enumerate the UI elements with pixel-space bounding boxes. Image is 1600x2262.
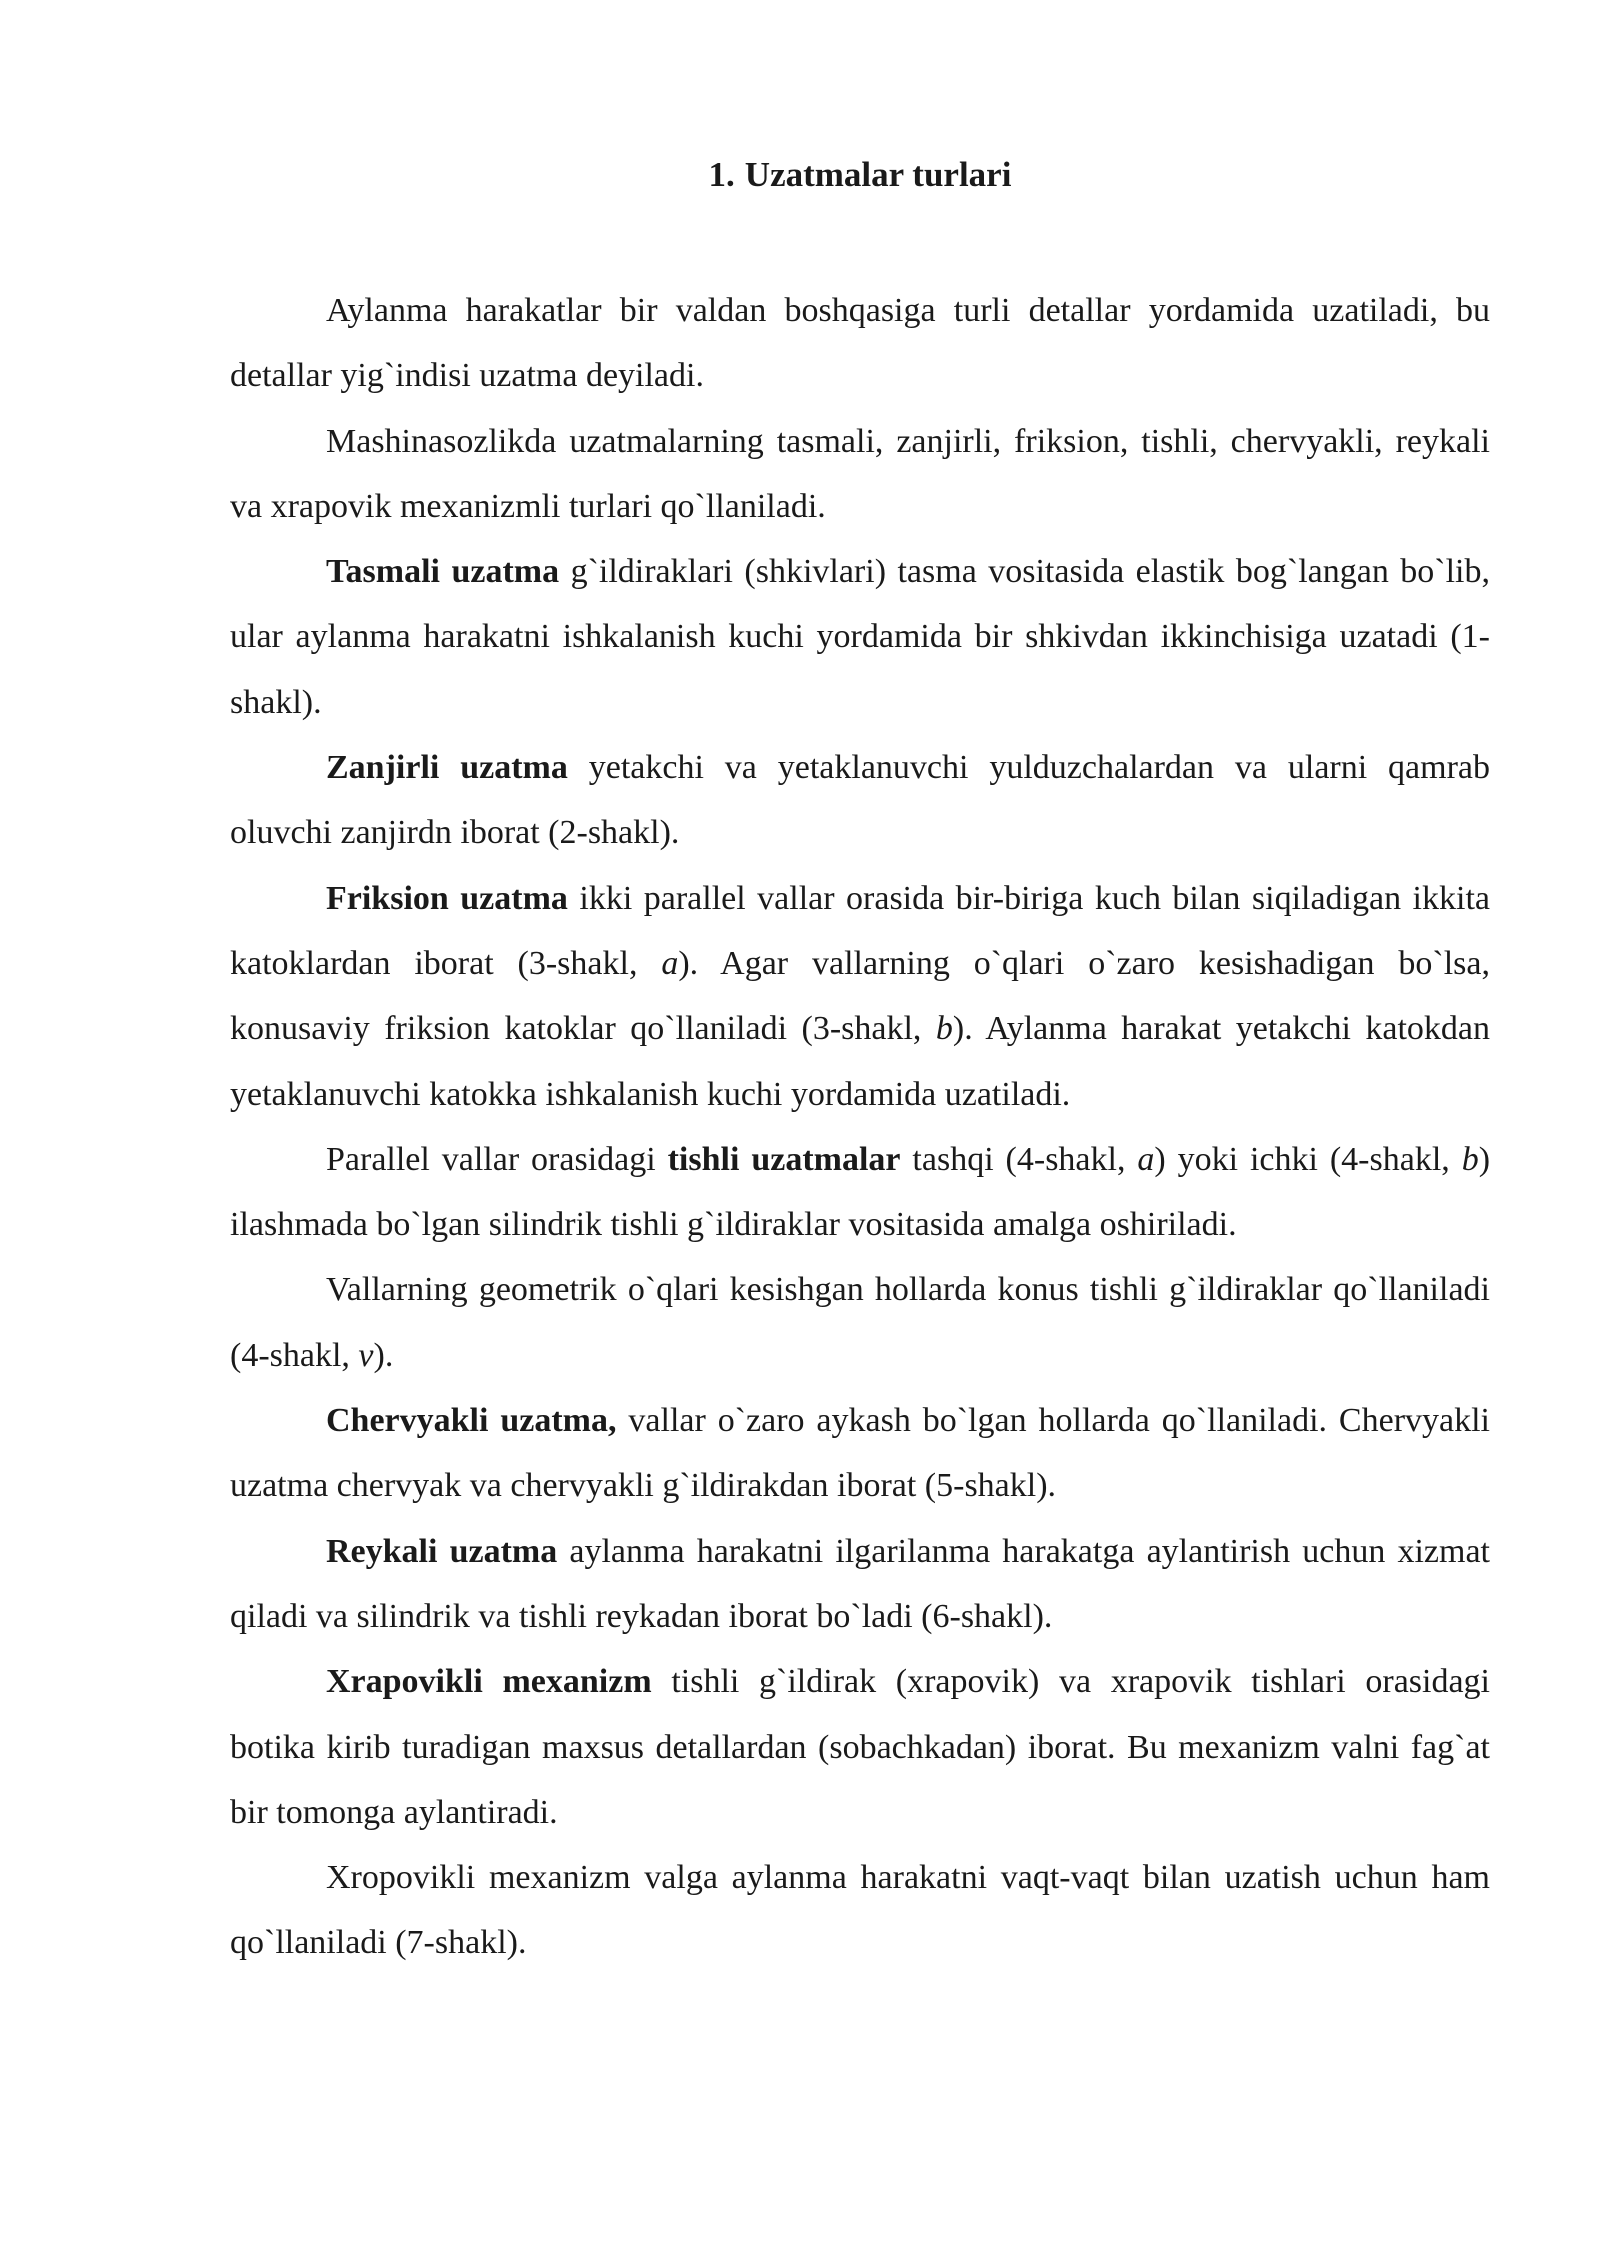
text-run: g`ildiraklari (shkivlari) tasma vositasida elastik bog`langan bo`lib, ular aylanma harakatni ishkalanish kuchi yordamida bir shkivdan ikkinchisiga uzatadi (1-shakl). [230, 553, 1490, 721]
text-run: ). [373, 1336, 394, 1374]
figure-label-italic: a [1137, 1140, 1155, 1178]
paragraph [230, 866, 1490, 1127]
text-run: aylanma harakatni ilgarilanma harakatga aylantirish uchun xizmat qiladi va silindrik va tishli reykadan iborat bo`ladi (6-shakl). [230, 1532, 1491, 1635]
text-run: ). Agar vallarning o`qlari o`zaro kesishadigan bo`lsa, konusaviy friksion katoklar qo`llaniladi (3-shakl, [230, 944, 1490, 1048]
figure-label-italic: v [358, 1336, 374, 1374]
text-run: Aylanma harakatlar bir valdan boshqasiga turli detallar yordamida uzatiladi, bu detallar yig`indisi uzatma deyiladi. [230, 292, 1490, 395]
term-bold: Chervyakli uzatma, [326, 1402, 617, 1440]
section-number: 1. [708, 155, 735, 194]
section-title: Uzatmalar turlari [744, 155, 1012, 194]
paragraph [230, 1257, 1490, 1388]
paragraph [230, 409, 1490, 540]
term-bold: Zanjirli uzatma [326, 749, 568, 787]
paragraph [230, 1519, 1490, 1650]
paragraph [230, 539, 1490, 735]
paragraph [230, 735, 1490, 866]
paragraph [230, 1127, 1490, 1258]
text-run: ) ilashmada bo`lgan silindrik tishli g`ildiraklar vositasida amalga oshiriladi. [230, 1140, 1491, 1244]
term-bold: Xrapovikli mexanizm [326, 1663, 652, 1701]
document-body [230, 278, 1490, 1976]
term-bold: tishli uzatmalar [667, 1140, 901, 1178]
figure-label-italic: b [935, 1010, 953, 1048]
figure-label-italic: b [1461, 1140, 1479, 1178]
paragraph [230, 1388, 1490, 1519]
text-run: Xropovikli mexanizm valga aylanma harakatni vaqt-vaqt bilan uzatish uchun ham qo`llaniladi (7-shakl). [230, 1859, 1490, 1962]
paragraph [230, 278, 1490, 409]
text-run: ) yoki ichki (4-shakl, [1154, 1140, 1462, 1178]
term-bold: Friksion uzatma [326, 879, 568, 917]
figure-label-italic: a [661, 944, 679, 982]
term-bold: Reykali uzatma [326, 1532, 558, 1570]
text-run: tishli g`ildirak (xrapovik) va xrapovik tishlari orasidagi botika kirib turadigan maxsus detallardan (sobachkadan) iborat. Bu mexanizm valni fag`at bir tomonga aylantiradi. [230, 1663, 1491, 1831]
text-run: ). Aylanma harakat yetakchi katokdan yetaklanuvchi katokka ishkalanish kuchi yordamida uzatiladi. [230, 1010, 1490, 1113]
text-run: vallar o`zaro aykash bo`lgan hollarda qo`llaniladi. Chervyakli uzatma chervyak va chervyakli g`ildirakdan iborat (5-shakl). [230, 1402, 1491, 1505]
paragraph [230, 1649, 1490, 1845]
text-run: yetakchi va yetaklanuvchi yulduzchalardan va ularni qamrab oluvchi zanjirdn iborat (2-shakl). [230, 749, 1491, 852]
section-heading [230, 150, 1490, 200]
term-bold: Tasmali uzatma [326, 553, 560, 591]
text-run: tashqi (4-shakl, [900, 1140, 1138, 1178]
paragraph [230, 1845, 1490, 1976]
text-run: ikki parallel vallar orasida bir-biriga kuch bilan siqiladigan ikkita katoklardan iborat (3-shakl, [230, 879, 1490, 982]
text-run: Vallarning geometrik o`qlari kesishgan hollarda konus tishli g`ildiraklar qo`llaniladi (4-shakl, [230, 1271, 1490, 1374]
text-run: Parallel vallar orasidagi [326, 1140, 668, 1178]
text-run: Mashinasozlikda uzatmalarning tasmali, zanjirli, friksion, tishli, chervyakli, reykali va xrapovik mexanizmli turlari qo`llaniladi. [230, 422, 1490, 525]
